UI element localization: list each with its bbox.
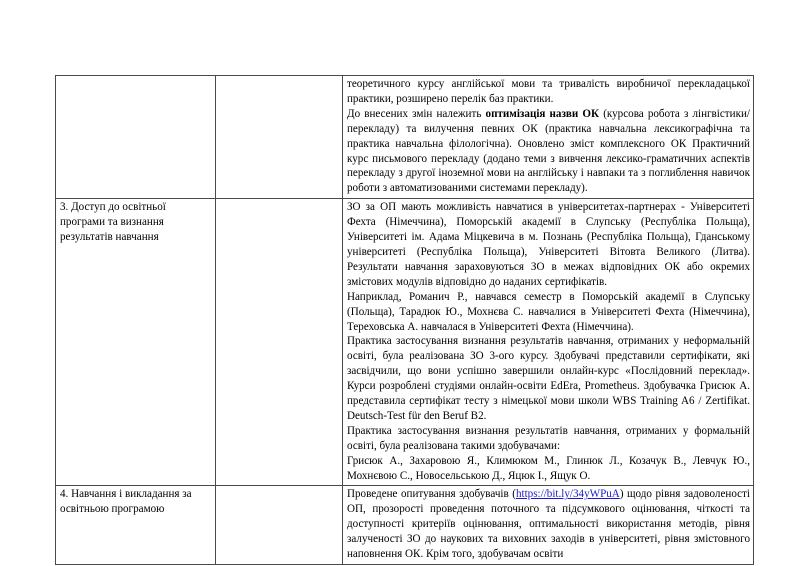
table-row	[56, 486, 754, 565]
body-text: Грисюк А., Захаровою Я., Климюком М., Глинюк Л., Козачук В., Левчук Ю., Мохнєвою С., Новосельською Д., Яцюк І., Ящук О.	[347, 454, 750, 482]
table-row	[56, 199, 754, 486]
criterion-label-cell	[56, 486, 216, 565]
body-paragraph	[347, 454, 750, 484]
body-paragraph	[347, 334, 750, 423]
middle-cell	[216, 76, 343, 199]
criterion-body-cell	[343, 199, 754, 486]
middle-cell	[216, 199, 343, 486]
body-paragraph	[347, 487, 750, 562]
body-text: теоретичного курсу англійської мови та тривалість виробничої перекладацької практики, розширено перелік баз практики.	[347, 78, 750, 105]
table-body	[56, 76, 754, 565]
body-text: ) щодо рівня задоволеності ОП, прозорості проведення поточного та підсумкового оцінювання, чіткості та доступності критеріїв оцінювання, оптимальності використання методів, рівня залученості ЗО до наукових та виховних заходів в університеті, рівня змістовного наповнення ОК. Крім того, здобувачам освіти	[347, 488, 750, 561]
criterion-label-cell	[56, 199, 216, 486]
criterion-body-cell	[343, 486, 754, 565]
middle-cell	[216, 486, 343, 565]
body-paragraph	[347, 424, 750, 454]
body-paragraph	[347, 200, 750, 289]
paragraph-container	[347, 77, 750, 196]
body-text: Проведене опитування здобувачів (	[347, 488, 516, 501]
body-paragraph	[347, 77, 750, 107]
body-text: Практика застосування визнання результатів навчання, отриманих у формальній освіті, була реалізована такими здобувачами:	[347, 424, 750, 452]
survey-link[interactable]: https://bit.ly/34yWPuA	[515, 488, 620, 501]
table-row	[56, 76, 754, 199]
paragraph-container	[347, 487, 750, 562]
criterion-label-text: 3. Доступ до освітньої програми та визнання результатів навчання	[60, 201, 166, 244]
criterion-body-cell	[343, 76, 754, 199]
body-text: Практика застосування визнання результатів навчання, отриманих у неформальній освіті, була реалізована ЗО 3-ого курсу. Здобувачі представили сертифікати, які засвідчили, що вони успішно завершили онлайн-курс «Послідовний переклад». Курси розроблені студіями онлайн-освіти EdEra, Prometheus. Здобувачка Грисюк А. представила сертифікат тесту з німецької мови школи WBS Training A6 / Zertifikat. Deutsch-Test für den Beruf B2.	[347, 335, 750, 422]
body-text: До внесених змін належить	[347, 107, 486, 120]
body-text: (курсова робота з лінгвістики/перекладу) та вилучення певних ОК (практика навчальна лексикографічна та практика навчальна філологічна). Оновлено зміст комплексного ОК Практичний курс письмового перекладу (додано теми з вивчення лексико-граматичних аспектів перекладу з другої іноземної мови на англійську і навпаки та з поглиблення навичок роботи з автоматизованими системами перекладу).	[347, 107, 750, 195]
criterion-label-text: 4. Навчання і викладання за освітньою програмою	[60, 488, 192, 516]
criterion-label-cell	[56, 76, 216, 199]
paragraph-container	[347, 200, 750, 483]
bold-phrase: оптимізація назви ОК	[485, 107, 600, 120]
self-assessment-table	[55, 75, 754, 565]
body-paragraph	[347, 290, 750, 335]
body-paragraph	[347, 107, 750, 196]
body-text: Наприклад, Романич Р., навчався семестр в Поморській академії в Слупську (Польща), Тарадюк Ю., Мохнєва С. навчалися в Університеті Фехта (Німеччина), Тереховська А. навчалася в Університеті Фехта (Німеччина).	[347, 290, 750, 333]
body-text: ЗО за ОП мають можливість навчатися в університетах-партнерах - Університеті Фехта (Німеччина), Поморській академії в Слупську (Республіка Польща), Університеті ім. Адама Міцкевича в м. Познань (Республіка Польща), Гданському університеті (Республіка Польща), Університеті Вітовта Великого (Литва). Результати навчання зараховуються ЗО в межах відповідних ОК або окремих змістових модулів відповідно до наданих сертифікатів.	[347, 201, 750, 288]
